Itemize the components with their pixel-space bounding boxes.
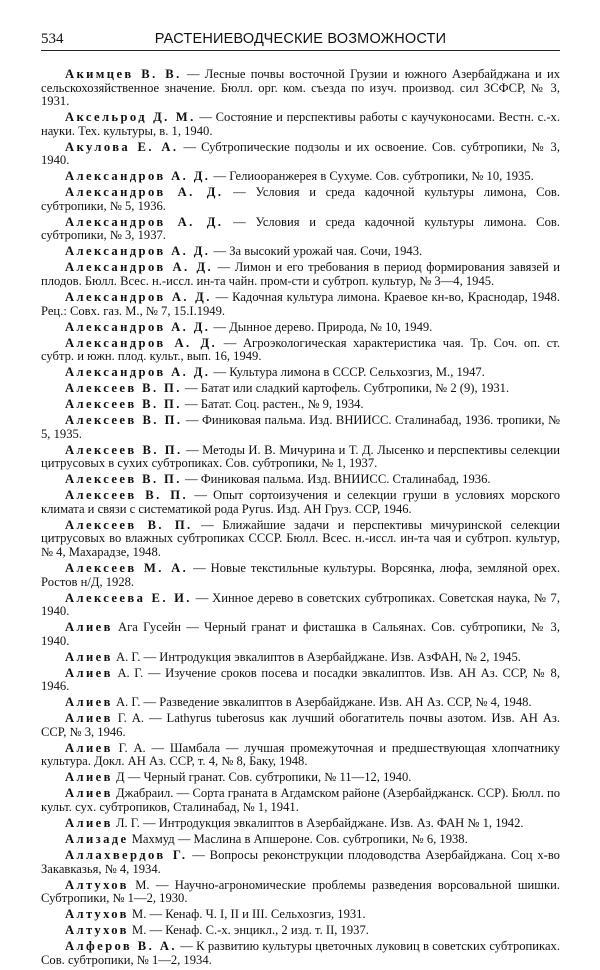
entry-author: Александров А. Д.	[65, 260, 214, 275]
entry-text: А. Г. — Изучение сроков посева и посадки эвкалиптов. Изв. АН Аз. ССР, № 8, 1946.	[41, 665, 560, 694]
bibliography-entry	[41, 667, 560, 694]
running-title: РАСТЕНИЕВОДЧЕСКИЕ ВОЗМОЖНОСТИ	[154, 31, 447, 47]
entry-author: Алиев	[65, 770, 113, 785]
entry-author: Александров А. Д.	[65, 169, 211, 184]
entry-text: — Хинное дерево в советских субтропиках. Советская наука, № 7, 1940.	[41, 590, 560, 619]
bibliography-entry	[41, 849, 560, 876]
entry-author: Алексеев В. П.	[65, 442, 183, 457]
bibliography-entry	[41, 771, 560, 785]
entry-text: Г. А. — Шамбала — лучшая промежуточная и предшествующая хлопчатнику культура. Докл. АН Аз. ССР, т. 4, № 8, Баку, 1948.	[41, 740, 560, 769]
entry-text: А. Г. — Интродукция эвкалиптов в Азербайджане. Изв. АзФАН, № 2, 1945.	[115, 649, 521, 664]
entry-text: — Субтропические подзолы и их освоение. Сов. субтропики, № 3, 1940.	[41, 139, 560, 168]
entry-author: Алексеев В. П.	[65, 488, 189, 503]
entry-text: — К развитию культуры цветочных луковиц в советских субтропиках. Сов. субтропики, № 1—2, 1934.	[41, 939, 561, 967]
entry-author: Александров А. Д.	[65, 185, 224, 200]
bibliography-entry	[41, 398, 560, 412]
entry-author: Алтухов	[65, 907, 129, 922]
bibliography-entry	[41, 111, 560, 138]
bibliography-entry	[41, 366, 560, 380]
bibliography-entry	[41, 651, 560, 665]
entry-text: — Агроэкологическая характеристика чая. Тр. Соч. оп. ст. субтр. и южн. плод. культ., вып. 16, 1949.	[41, 335, 560, 364]
entry-text: М. — Кенаф. С.-х. энцикл., 2 изд. т. II, 1937.	[132, 923, 369, 938]
entry-author: Алексеев В. П.	[65, 517, 193, 532]
entry-author: Алиев	[65, 665, 113, 680]
entry-author: Алтухов	[65, 877, 129, 892]
entry-author: Александров А. Д.	[65, 290, 212, 305]
bibliography-entry	[41, 940, 560, 967]
entry-text: Г. А. — Lathyrus tuberosus как лучший обогатитель почвы азотом. Изв. АН Аз. ССР, № 3, 1946.	[41, 711, 560, 739]
entry-author: Алиев	[65, 695, 113, 710]
bibliography-entry	[41, 170, 560, 184]
entry-text: — Культура лимона в СССР. Сельхозгиз, М., 1947.	[213, 365, 485, 380]
entry-author: Алексеев М. А.	[65, 561, 189, 576]
entry-author: Алексеев В. П.	[65, 472, 182, 487]
entry-author: Алиев	[65, 620, 113, 635]
entry-author: Александров А. Д.	[65, 365, 211, 380]
bibliography-entry	[41, 216, 560, 243]
entry-text: — Вопросы реконструкции плодоводства Азербайджана. Соц х-во Закавказья, № 4, 1934.	[41, 847, 560, 876]
entry-author: Алиев	[65, 816, 113, 831]
bibliography-entry	[41, 924, 560, 938]
entry-text: Ага Гусейн — Черный гранат и фисташка в Сальянах. Сов. субтропики, № 3, 1940.	[41, 620, 560, 648]
entry-text: — Условия и среда кадочной культуры лимона. Сов. субтропики, № 3, 1937.	[41, 214, 560, 243]
entry-author: Алтухов	[65, 923, 129, 938]
entry-text: — Финиковая пальма. Изд. ВНИИСС. Сталинабад, 1936. тропики, № 5, 1935.	[41, 413, 560, 441]
bibliography-entry	[41, 817, 560, 831]
header-rule	[41, 50, 560, 51]
entry-author: Александров А. Д.	[65, 335, 218, 350]
bibliography-entry	[41, 186, 560, 213]
entry-text: Джабраил. — Сорта граната в Агдамском районе (Азербайджанск. ССР). Бюлл. по культ. сух. субтропиков, Сталинабад, № 1, 1941.	[41, 786, 560, 815]
entry-text: — Новые текстильные культуры. Ворсянка, люфа, земляной орех. Ростов н/Д, 1928.	[41, 561, 561, 589]
entry-text: Махмуд — Маслина в Апшероне. Сов. субтропики, № 6, 1938.	[131, 832, 468, 846]
entry-text: — Дынное дерево. Природа, № 10, 1949.	[213, 319, 433, 334]
entry-author: Алексеев В. П.	[65, 413, 183, 428]
entry-text: — Батат или сладкий картофель. Субтропики, № 2 (9), 1931.	[184, 381, 510, 396]
bibliography-entry	[41, 908, 560, 922]
bibliography-entry	[41, 489, 560, 516]
entry-text: — Лимон и его требования в период формирования завязей и плодов. Бюлл. Всес. н.-иссл. ин-та чайн. пром-сти и субтроп. культур, № 3—4, 1945.	[41, 260, 560, 289]
bibliography-entry	[41, 414, 560, 441]
entry-author: Александров А. Д.	[65, 214, 224, 229]
bibliography-entry	[41, 382, 560, 396]
entry-author: Акимцев В. В.	[65, 67, 182, 81]
entry-author: Аллахвердов Г.	[65, 847, 188, 862]
bibliography-entry	[41, 68, 560, 109]
entry-author: Ализаде	[65, 832, 129, 846]
bibliography-entry	[41, 291, 560, 318]
entry-text: — Ближайшие задачи и перспективы мичуринской селекции цитрусовых во влажных субтропиках СССР. Бюлл. Всес. н.-иссл. ин-та чая и субтроп. культур, № 4, Махарадзе, 1948.	[41, 517, 560, 560]
entry-text: А. Г. — Разведение эвкалиптов в Азербайджане. Изв. АН Аз. ССР, № 4, 1948.	[115, 695, 532, 710]
entry-author: Алиев	[65, 649, 113, 664]
entry-author: Алиев	[65, 786, 113, 801]
bibliography-entry	[41, 141, 560, 168]
bibliography-entry	[41, 321, 560, 335]
entry-text: — Состояние и перспективы работы с каучуконосами. Вестн. с.-х. науки. Тех. культуры, в. 1, 1940.	[41, 110, 560, 138]
entry-text: — Гелиооранжерея в Сухуме. Сов. субтропики, № 10, 1935.	[213, 169, 534, 184]
bibliography-entry	[41, 562, 560, 589]
entry-text: — Опыт сортоизучения и селекции груши в условиях морского климата и связи с систематикой рода Pyrus. Изд. АН Груз. ССР, 1946.	[41, 488, 560, 516]
bibliography-entry	[41, 337, 560, 364]
entry-text: М. — Научно-агрономические проблемы разведения ворсовальной шишки. Субтропики, № 1—2, 1930.	[41, 877, 561, 906]
entry-text: Д — Черный гранат. Сов. субтропики, № 11—12, 1940.	[115, 770, 412, 785]
bibliography-entry	[41, 833, 560, 847]
entry-author: Алферов В. А.	[65, 939, 177, 954]
entry-author: Акулова Е. А.	[65, 139, 179, 154]
entry-text: М. — Кенаф. Ч. I, II и III. Сельхозгиз, 1931.	[132, 907, 366, 922]
entry-text: — Лесные почвы восточной Грузии и южного Азербайджана и их сельскохозяйственное значение. Бюлл. орг. ком. съезда по изуч. производ. сил ЗСФСР, № 3, 1931.	[41, 67, 560, 109]
entry-author: Алексеев В. П.	[65, 397, 182, 412]
book-page	[41, 0, 561, 967]
entry-text: Л. Г. — Интродукция эвкалиптов в Азербайджане. Изв. Аз. ФАН № 1, 1942.	[115, 816, 524, 831]
entry-text: — Методы И. В. Мичурина и Т. Д. Лысенко и перспективы селекции цитрусовых в сухих субтропиках. Сов. субтропики, № 1, 1937.	[41, 442, 561, 471]
entry-author: Алексеева Е. И.	[65, 590, 192, 605]
entry-author: Алексеев В. П.	[65, 381, 182, 396]
bibliography-entry	[41, 621, 560, 648]
entry-author: Александров А. Д.	[65, 319, 211, 334]
bibliography-entry	[41, 261, 560, 288]
bibliography-entry	[41, 712, 560, 739]
bibliography-entry	[41, 245, 560, 259]
entry-text: — За высокий урожай чая. Сочи, 1943.	[213, 244, 423, 259]
page-number: 534	[41, 31, 64, 47]
bibliography-entry	[41, 519, 560, 560]
bibliography-entry	[41, 742, 560, 769]
bibliography-entry	[41, 879, 560, 906]
entry-text: — Финиковая пальма. Изд. ВНИИСС. Сталинабад, 1936.	[184, 472, 491, 487]
entry-author: Алиев	[65, 711, 113, 726]
bibliography-entry	[41, 787, 560, 814]
bibliography-entry	[41, 592, 560, 619]
entry-text: — Кадочная культура лимона. Краевое кн-во, Краснодар, 1948. Рец.: Совх. газ. М., № 7, 15.I.1949.	[41, 290, 560, 318]
entry-author: Аксельрод Д. М.	[65, 110, 196, 125]
bibliography-list	[41, 68, 560, 970]
entry-text: — Условия и среда кадочной культуры лимона, Сов. субтропики, № 5, 1936.	[41, 185, 560, 213]
entry-text: — Батат. Соц. растен., № 9, 1934.	[184, 397, 364, 412]
page-header	[41, 0, 560, 52]
bibliography-entry	[41, 444, 560, 471]
entry-author: Алиев	[65, 740, 113, 755]
bibliography-entry	[41, 473, 560, 487]
entry-author: Александров А. Д.	[65, 244, 211, 259]
bibliography-entry	[41, 696, 560, 710]
